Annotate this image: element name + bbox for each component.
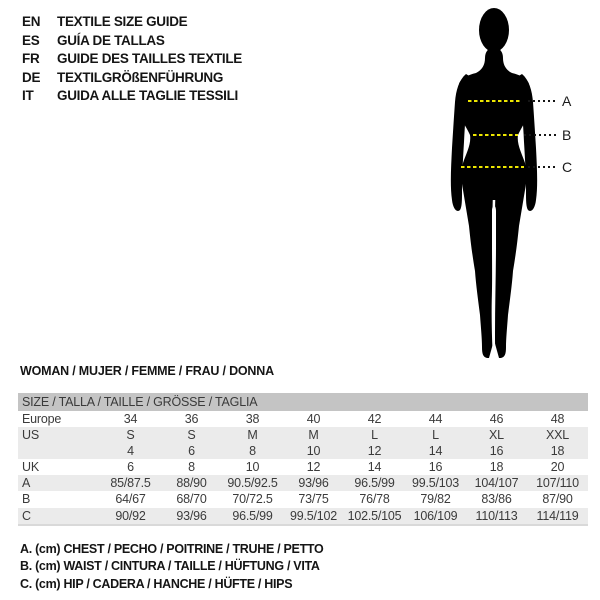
woman-silhouette <box>445 4 545 360</box>
table-cell: 12 <box>306 460 321 475</box>
table-row <box>18 443 588 459</box>
section-title: WOMAN / MUJER / FEMME / FRAU / DONNA <box>20 364 274 378</box>
table-row <box>18 411 588 427</box>
table-cell: 79/82 <box>420 492 451 507</box>
size-guide-figure <box>445 4 545 360</box>
table-cell: 90.5/92.5 <box>227 476 278 491</box>
language-label: TEXTILE SIZE GUIDE <box>57 14 188 29</box>
table-cell: 102.5/105 <box>347 508 402 523</box>
size-table <box>18 393 588 526</box>
table-cell: 106/109 <box>413 508 458 523</box>
chest-measure-line <box>468 100 522 102</box>
table-cell: 93/96 <box>298 476 329 491</box>
language-row <box>22 13 242 32</box>
table-row <box>18 427 588 443</box>
table-cell: 46 <box>489 412 504 426</box>
table-row <box>18 459 588 475</box>
table-cell: 36 <box>184 412 199 426</box>
measure-label-a: A <box>562 93 572 109</box>
table-cell: 18 <box>550 444 565 459</box>
legend-line: A. (cm) CHEST / PECHO / POITRINE / TRUHE / PETTO <box>20 542 324 556</box>
table-cell: 73/75 <box>298 492 329 507</box>
table-cell: 14 <box>367 460 382 475</box>
language-code: FR <box>22 51 40 67</box>
table-cell: S <box>187 428 196 443</box>
table-cell: 10 <box>245 460 260 475</box>
table-row <box>18 508 588 524</box>
language-code: IT <box>22 88 34 104</box>
language-row <box>22 50 242 69</box>
table-cell: 12 <box>367 444 382 459</box>
table-cell: 44 <box>428 412 443 426</box>
language-label: GUIDE DES TAILLES TEXTILE <box>57 51 243 67</box>
table-cell: 90/92 <box>115 508 146 523</box>
table-cell: 42 <box>367 412 382 426</box>
table-cell: 76/78 <box>359 492 390 507</box>
language-row <box>22 87 242 106</box>
hip-leader-line <box>528 166 556 168</box>
row-label: B <box>22 492 31 507</box>
table-cell: 110/113 <box>475 508 518 523</box>
row-label: US <box>22 428 39 443</box>
table-cell: 93/96 <box>176 508 207 523</box>
table-cell: 20 <box>550 460 565 475</box>
table-cell: 96.5/99 <box>232 508 273 523</box>
chest-leader-line <box>528 100 556 102</box>
row-label: A <box>22 476 31 491</box>
table-cell: 114/119 <box>536 508 579 523</box>
table-cell: 70/72.5 <box>232 492 273 507</box>
waist-leader-line <box>524 134 556 136</box>
row-label: UK <box>22 460 39 475</box>
language-code: ES <box>22 32 40 48</box>
table-cell: 87/90 <box>542 492 573 507</box>
table-cell: L <box>432 428 439 443</box>
language-row <box>22 69 242 88</box>
table-cell: 99.5/102 <box>289 508 338 523</box>
row-label: C <box>22 508 31 523</box>
table-cell: 38 <box>245 412 260 426</box>
table-cell: 104/107 <box>474 476 519 491</box>
table-cell: 16 <box>489 444 504 459</box>
waist-measure-line <box>473 134 518 136</box>
table-cell: L <box>371 428 378 443</box>
legend-line: C. (cm) HIP / CADERA / HANCHE / HÜFTE / HIPS <box>20 576 293 591</box>
table-cell: 68/70 <box>176 492 207 507</box>
table-cell: XL <box>489 428 504 443</box>
row-label: Europe <box>22 412 62 426</box>
table-cell: S <box>126 428 135 443</box>
table-row <box>18 491 588 507</box>
table-cell: 16 <box>428 460 443 475</box>
language-code: DE <box>22 69 41 85</box>
legend-line: B. (cm) WAIST / CINTURA / TAILLE / HÜFTUNG / VITA <box>20 559 320 574</box>
table-cell: 4 <box>127 444 134 459</box>
table-cell: 14 <box>428 444 443 459</box>
table-cell: 83/86 <box>481 492 512 507</box>
measure-label-c: C <box>562 159 573 175</box>
table-cell: XXL <box>545 428 570 443</box>
legend <box>20 541 323 593</box>
table-cell: 6 <box>188 444 195 459</box>
table-cell: 107/110 <box>536 476 579 491</box>
table-cell: 64/67 <box>115 492 146 507</box>
language-list <box>22 13 242 106</box>
language-label: GUÍA DE TALLAS <box>57 32 165 48</box>
table-cell: M <box>308 428 319 443</box>
table-cell: 18 <box>489 460 504 475</box>
table-cell: 88/90 <box>176 476 207 491</box>
language-label: GUIDA ALLE TAGLIE TESSILI <box>57 88 238 104</box>
table-cell: 8 <box>188 460 195 475</box>
table-cell: 40 <box>306 412 321 426</box>
row-label <box>18 443 100 459</box>
table-cell: 6 <box>127 460 134 475</box>
table-cell: 48 <box>550 412 565 426</box>
language-row <box>22 32 242 51</box>
table-cell: 34 <box>123 412 138 426</box>
table-cell: 8 <box>249 444 256 459</box>
measure-label-b: B <box>562 127 572 143</box>
hip-measure-line <box>461 166 524 168</box>
table-cell: M <box>247 428 258 443</box>
language-label: TEXTILGRÖßENFÜHRUNG <box>57 69 224 85</box>
size-table-header: SIZE / TALLA / TAILLE / GRÖSSE / TAGLIA <box>18 393 588 411</box>
table-cell: 99.5/103 <box>411 476 460 491</box>
table-row <box>18 475 588 491</box>
table-cell: 10 <box>306 444 321 459</box>
language-code: EN <box>22 14 41 29</box>
table-cell: 85/87.5 <box>110 476 151 491</box>
size-table-body <box>18 411 588 524</box>
table-cell: 96.5/99 <box>354 476 395 491</box>
